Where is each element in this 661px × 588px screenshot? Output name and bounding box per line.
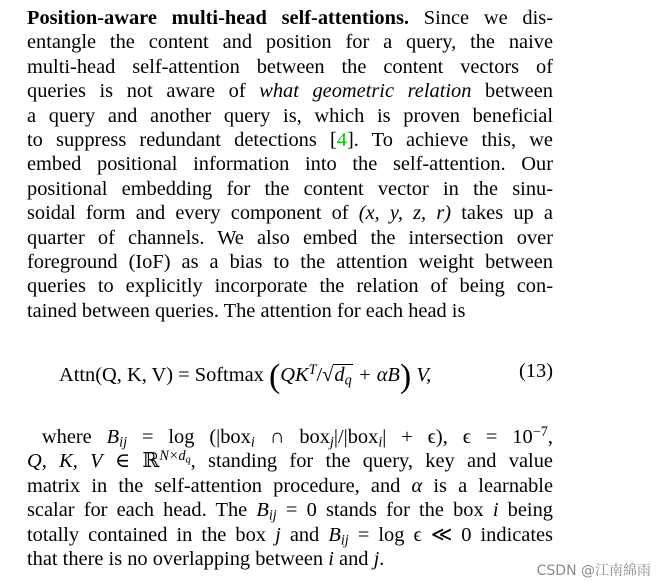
para2-line-5: totally contained in the box j and $B_{ij} = \log \epsilon$ ≪ 0 indicates bbox=[27, 523, 553, 549]
para1-line-9: soidal form and every component of (x, y, z, r) takes up a bbox=[27, 202, 553, 225]
para1-line-2: entangle the content and position for a query, the naive bbox=[27, 31, 553, 54]
equation-number: (13) bbox=[519, 360, 553, 382]
equation-body: Attn(Q, K, V) = Softmax $(QK^T/√d_q + \alpha B)$ V, bbox=[59, 358, 432, 395]
equation-lhs: Attn(Q, K, V) = Softmax bbox=[59, 364, 264, 386]
math-xyzr: (x, y, z, r) bbox=[358, 202, 452, 225]
para2-line-4: scalar for each head. The $B_{ij} = 0$ stands for the box i being bbox=[27, 499, 553, 524]
paragraph-1 bbox=[27, 6, 553, 323]
para1-line-6: to suppress redundant detections [4]. To achieve this, we bbox=[27, 129, 553, 152]
emphasis-geometric-relation: what geometric relation bbox=[259, 80, 472, 103]
equation-13 bbox=[27, 352, 553, 396]
citation-link[interactable]: 4 bbox=[336, 129, 347, 152]
right-paren: ) bbox=[399, 358, 412, 395]
para1-line-4: queries is not aware of what geometric relation between bbox=[27, 80, 553, 103]
para1-line-13: tained between queries. The attention for each head is bbox=[27, 299, 466, 322]
section-heading: Position-aware multi-head self-attentions. bbox=[27, 7, 410, 29]
para2-line-3: matrix in the self-attention procedure, and α is a learnable bbox=[27, 474, 554, 497]
paragraph-2 bbox=[27, 425, 553, 571]
para1-line-7: embed positional information into the self-attention. Our bbox=[27, 153, 553, 176]
para1-line-5: a query and another query is, which is proven beneficial bbox=[27, 104, 553, 127]
sqrt-symbol: √ bbox=[322, 364, 334, 386]
left-paren: ( bbox=[268, 358, 281, 395]
para2-line-1: where $B_{ij} = \log (|box_i$ ∩ box$_j$|/|box$_i$| + ϵ), $\epsilon = 10^{-7}$, bbox=[41, 423, 553, 451]
para1-line-1: Position-aware multi-head self-attentions. Since we dis- bbox=[27, 7, 553, 29]
sqrt-dq: $d_q$ bbox=[334, 364, 352, 389]
paragraph-position-aware bbox=[27, 6, 553, 323]
para1-line-11: foreground (IoF) as a bias to the attention weight between bbox=[27, 251, 553, 274]
para1-line-8: positional embedding for the content vector in the sinu- bbox=[27, 177, 553, 200]
para2-line-2: Q, K, V ∈ ℝ$^{N\times d_q}$, standing for the query, key and value bbox=[27, 448, 553, 473]
para2-line-6: that there is no overlapping between i and j. bbox=[27, 548, 385, 571]
csdn-watermark: CSDN @江南綿雨 bbox=[536, 563, 651, 579]
para1-line-12: queries to explicitly incorporate the relation of being con- bbox=[27, 275, 553, 298]
para1-line-10: quarter of channels. We also embed the intersection over bbox=[27, 226, 553, 249]
para1-line-3: multi-head self-attention between the content vectors of bbox=[27, 55, 553, 78]
